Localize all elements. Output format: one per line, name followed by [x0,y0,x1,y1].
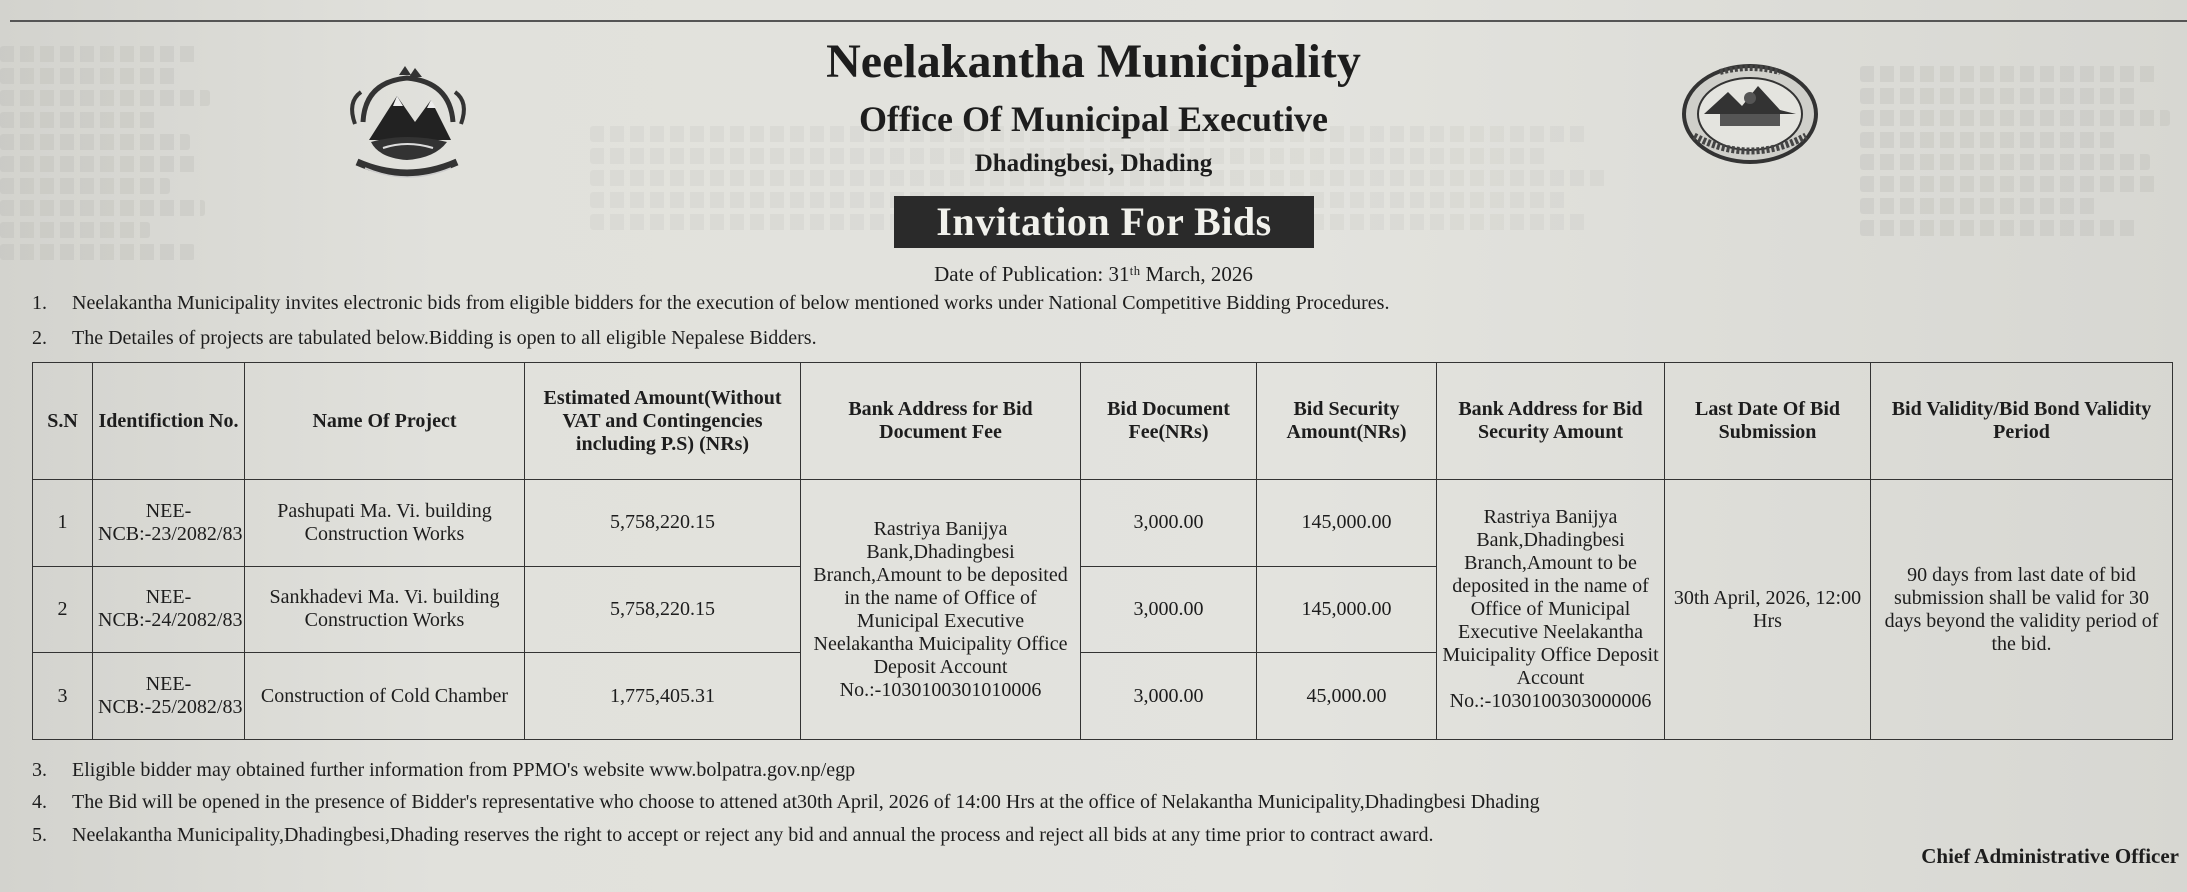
col-header-security: Bid Security Amount(NRs) [1257,363,1437,480]
cell-security: 145,000.00 [1257,566,1437,653]
point-text: Eligible bidder may obtained further information from PPMO's website www.bolpatra.gov.np/egp [72,759,856,781]
col-header-sn: S.N [33,363,93,480]
notice-point [32,759,855,782]
cell-estimate: 5,758,220.15 [525,480,801,567]
point-text: The Bid will be opened in the presence of Bidder's representative who choose to attened at30th April, 2026 of 14:00 Hrs at the office of Nelakantha Municipality,Dhadingbesi Dhading [72,791,1540,813]
cell-sn: 2 [33,566,93,653]
municipality-title: Neelakantha Municipality [826,35,1361,88]
cell-sn: 3 [33,653,93,740]
top-rule [10,20,2187,22]
point-number: 1. [32,292,47,314]
cell-sn: 1 [33,480,93,567]
cell-id: NEE-NCB:-23/2082/83 [93,480,245,567]
cell-doc-fee: 3,000.00 [1081,566,1257,653]
col-header-estimate: Estimated Amount(Without VAT and Contingencies including P.S) (NRs) [525,363,801,480]
point-number: 2. [32,327,47,349]
cell-name: Construction of Cold Chamber [245,653,525,740]
notice-point [32,292,1389,315]
point-text: Neelakantha Municipality,Dhadingbesi,Dhading reserves the right to accept or reject any bid and annual the process and reject all bids at any time prior to contract award. [72,824,1434,846]
cell-validity: 90 days from last date of bid submission shall be valid for 30 days beyond the validity period of the bid. [1871,480,2173,740]
col-header-bank-sec: Bank Address for Bid Security Amount [1437,363,1665,480]
office-title: Office Of Municipal Executive [859,99,1328,139]
notice-point [32,824,1434,847]
cell-security: 145,000.00 [1257,480,1437,567]
cell-bank-doc: Rastriya Banijya Bank,Dhadingbesi Branch,Amount to be deposited in the name of Office of Municipal Executive Neelakantha Muicipality Office Deposit Account No.:-1030100301010006 [801,480,1081,740]
cell-bank-sec: Rastriya Banijya Bank,Dhadingbesi Branch,Amount to be deposited in the name of Office of Municipal Executive Neelakantha Muicipality Office Deposit Account No.:-1030100303000006 [1437,480,1665,740]
bids-table [32,362,2173,740]
col-header-doc-fee: Bid Document Fee(NRs) [1081,363,1257,480]
point-text: Neelakantha Municipality invites electronic bids from eligible bidders for the execution of below mentioned works under National Competitive Bidding Procedures. [72,292,1390,314]
col-header-bank-doc: Bank Address for Bid Document Fee [801,363,1081,480]
col-header-id: Identifiction No. [93,363,245,480]
notice-title-banner: Invitation For Bids [894,196,1314,248]
notice-point [32,791,1540,814]
col-header-name: Name Of Project [245,363,525,480]
cell-name: Sankhadevi Ma. Vi. building Construction Works [245,566,525,653]
cell-last-date: 30th April, 2026, 12:00 Hrs [1665,480,1871,740]
cell-estimate: 1,775,405.31 [525,653,801,740]
point-text: The Detailes of projects are tabulated below.Bidding is open to all eligible Nepalese Bidders. [72,327,817,349]
cell-doc-fee: 3,000.00 [1081,480,1257,567]
table-row [33,480,2173,567]
point-number: 5. [32,824,47,846]
office-address: Dhadingbesi, Dhading [974,150,1213,177]
publication-date: Date of Publication: 31ᵗʰ March, 2026 [934,262,1253,286]
col-header-validity: Bid Validity/Bid Bond Validity Period [1871,363,2173,480]
cell-doc-fee: 3,000.00 [1081,653,1257,740]
cell-id: NEE-NCB:-24/2082/83 [93,566,245,653]
cell-estimate: 5,758,220.15 [525,566,801,653]
col-header-last-date: Last Date Of Bid Submission [1665,363,1871,480]
point-number: 3. [32,759,47,781]
cell-security: 45,000.00 [1257,653,1437,740]
table-header-row [33,363,2173,480]
notice-point [32,327,817,350]
point-number: 4. [32,791,47,813]
signatory-title: Chief Administrative Officer [1921,844,2179,868]
cell-id: NEE-NCB:-25/2082/83 [93,653,245,740]
cell-name: Pashupati Ma. Vi. building Construction Works [245,480,525,567]
